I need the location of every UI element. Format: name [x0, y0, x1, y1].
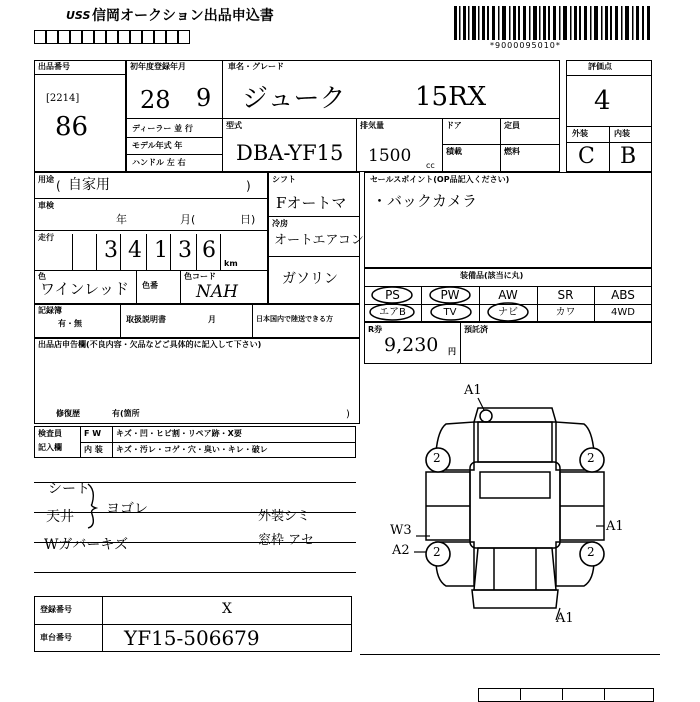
ac-label: 冷房 [272, 219, 288, 228]
first-reg-month: 9 [196, 84, 212, 112]
sales-point-label: セールスポイント(OP品記入ください) [370, 175, 510, 184]
header-squares [34, 30, 190, 44]
score-label: 評価点 [588, 62, 612, 71]
reg-label: 登録番号 [40, 605, 72, 614]
vehicle-name: ジューク [242, 84, 346, 114]
reg-value: X [222, 601, 232, 617]
mileage-digit: 4 [128, 238, 142, 263]
usage-paren-open: ( [56, 179, 61, 193]
note-line3: Wガバーキズ [44, 537, 129, 553]
equipment-tv: TV [443, 307, 457, 318]
mileage-cells [72, 234, 248, 270]
lot-tag: [2214] [46, 93, 80, 104]
record-value: 有・無 [58, 319, 82, 328]
inspector-nai: 内 装 [84, 445, 103, 454]
first-reg-label: 初年度登録年月 [130, 62, 186, 71]
equipment-ps: PS [385, 288, 400, 302]
inspection-year: 年 [116, 213, 127, 226]
note-line2: 天井 [46, 509, 74, 525]
wheel-rear-left: 2 [433, 545, 441, 559]
defects-box [34, 338, 360, 424]
displacement-label: 排気量 [360, 121, 384, 130]
dealer-line2: モデル年式 年 [132, 141, 183, 150]
first-reg-year: 28 [140, 86, 171, 114]
chassis-label: 車台番号 [40, 633, 72, 642]
inspector-nai-text: キズ・汚レ・コゲ・穴・臭い・キレ・破レ [116, 445, 268, 454]
vehicle-grade: 15RX [415, 82, 487, 112]
mileage-unit: km [224, 259, 238, 268]
inspector-fw: F W [84, 429, 102, 438]
logo: USS [66, 9, 91, 22]
score-interior: B [620, 144, 637, 169]
form-title: 信岡オークション出品申込書 [92, 8, 274, 24]
color-code-label: 色コード [184, 272, 216, 281]
equipment-pw: PW [440, 288, 460, 302]
dealer-line3: ハンドル 左 右 [132, 158, 186, 167]
mark-right: A1 [606, 519, 624, 534]
color-no-label: 色番 [142, 281, 158, 290]
chassis-value: YF15-506679 [124, 626, 260, 650]
sales-point-value: ・バックカメラ [372, 192, 478, 210]
shift-label: シフト [272, 175, 296, 184]
mark-left-a: W3 [390, 523, 412, 538]
color-value: ワインレッド [40, 280, 130, 298]
recycle-label: R券 [368, 325, 383, 334]
record-valid-label: 取扱説明書 [126, 315, 166, 324]
mileage-digit: 3 [178, 238, 192, 263]
header [0, 0, 700, 60]
mileage-digit: 6 [202, 238, 216, 263]
fuel-value: ガソリン [282, 271, 338, 287]
score-interior-label: 内装 [614, 129, 630, 138]
barcode [454, 6, 654, 40]
defects-label: 出品店申告欄(不良内容・欠品などご具体的に記入して下さい) [38, 340, 262, 349]
equipment-airbag: エアB [379, 307, 406, 318]
mark-left-b: A2 [392, 543, 410, 558]
equipment-leather: カワ [555, 307, 576, 318]
vehicle-label: 車名・グレード [228, 62, 284, 71]
inspection-label: 車検 [38, 201, 54, 210]
repair-close: ) [346, 409, 350, 420]
load-label: 積載 [446, 147, 462, 156]
model-label: 型式 [226, 121, 242, 130]
equipment-4wd: 4WD [611, 307, 635, 318]
wheel-rear-right: 2 [587, 545, 595, 559]
color-label: 色 [38, 272, 46, 281]
ac-value: オートエアコン [274, 233, 364, 248]
record-label: 記録簿 [38, 306, 62, 315]
lot-label: 出品番号 [38, 62, 70, 71]
dealer-line1: ディーラー 並 行 [132, 124, 193, 133]
equipment-navi: ナビ [498, 307, 518, 318]
mark-top: A1 [464, 383, 482, 398]
mileage-digit: 3 [104, 238, 118, 263]
record-note: 日本国内で陸送できる方 [256, 315, 333, 323]
door-label: ドア [446, 121, 462, 130]
equipment-label: 装備品(該当に丸) [460, 271, 524, 280]
displacement-value: 1500 [368, 146, 412, 166]
model-value: DBA-YF15 [236, 141, 344, 165]
repair-label: 修復歴 [56, 409, 80, 418]
inspector-fw-text: キズ・凹・ヒビ割・リペア跡・X要 [116, 429, 242, 438]
note-brace [84, 482, 100, 530]
barcode-number: *9000095010* [490, 41, 561, 50]
equipment-abs: ABS [611, 288, 635, 302]
car-diagram [360, 360, 660, 660]
equipment-circles [364, 284, 652, 324]
score-exterior-label: 外装 [572, 129, 588, 138]
mileage-digit: 1 [154, 238, 168, 263]
recycle-amount: 9,230 [384, 334, 439, 356]
score-exterior: C [578, 144, 595, 169]
score-value: 4 [594, 86, 611, 116]
equipment-sr: SR [557, 288, 574, 302]
note-line2b: ヨゴレ [106, 501, 148, 517]
fuel-label: 燃料 [504, 147, 520, 156]
recycle-deposit: 預託済 [464, 325, 488, 334]
shift-value: Fオートマ [276, 194, 347, 212]
repair-value: 有(箇所 [112, 409, 140, 418]
usage-paren-close: ) [246, 179, 251, 193]
equipment-aw: AW [498, 288, 518, 302]
capacity-label: 定員 [504, 121, 520, 130]
note-line1: シート [48, 481, 90, 497]
inspection-day: 日) [240, 213, 256, 226]
record-month: 月 [208, 315, 216, 324]
mark-bottom: A1 [556, 611, 574, 626]
usage-value: 自家用 [68, 177, 110, 193]
recycle-unit: 円 [448, 347, 456, 356]
lot-number: 86 [55, 112, 89, 142]
color-code: NAH [196, 282, 238, 302]
mileage-label: 走行 [38, 233, 54, 242]
inspection-month: 月( [180, 213, 196, 226]
note-right2: 窓枠 アセ [258, 533, 315, 548]
cc-label: cc [426, 161, 435, 170]
usage-label: 用途 [38, 175, 54, 184]
inspector-label2: 記入欄 [38, 443, 62, 452]
inspector-label1: 検査員 [38, 429, 62, 438]
wheel-front-right: 2 [587, 451, 595, 465]
sales-point-box [364, 172, 652, 268]
wheel-front-left: 2 [433, 451, 441, 465]
note-right1: 外装シミ [258, 509, 311, 524]
